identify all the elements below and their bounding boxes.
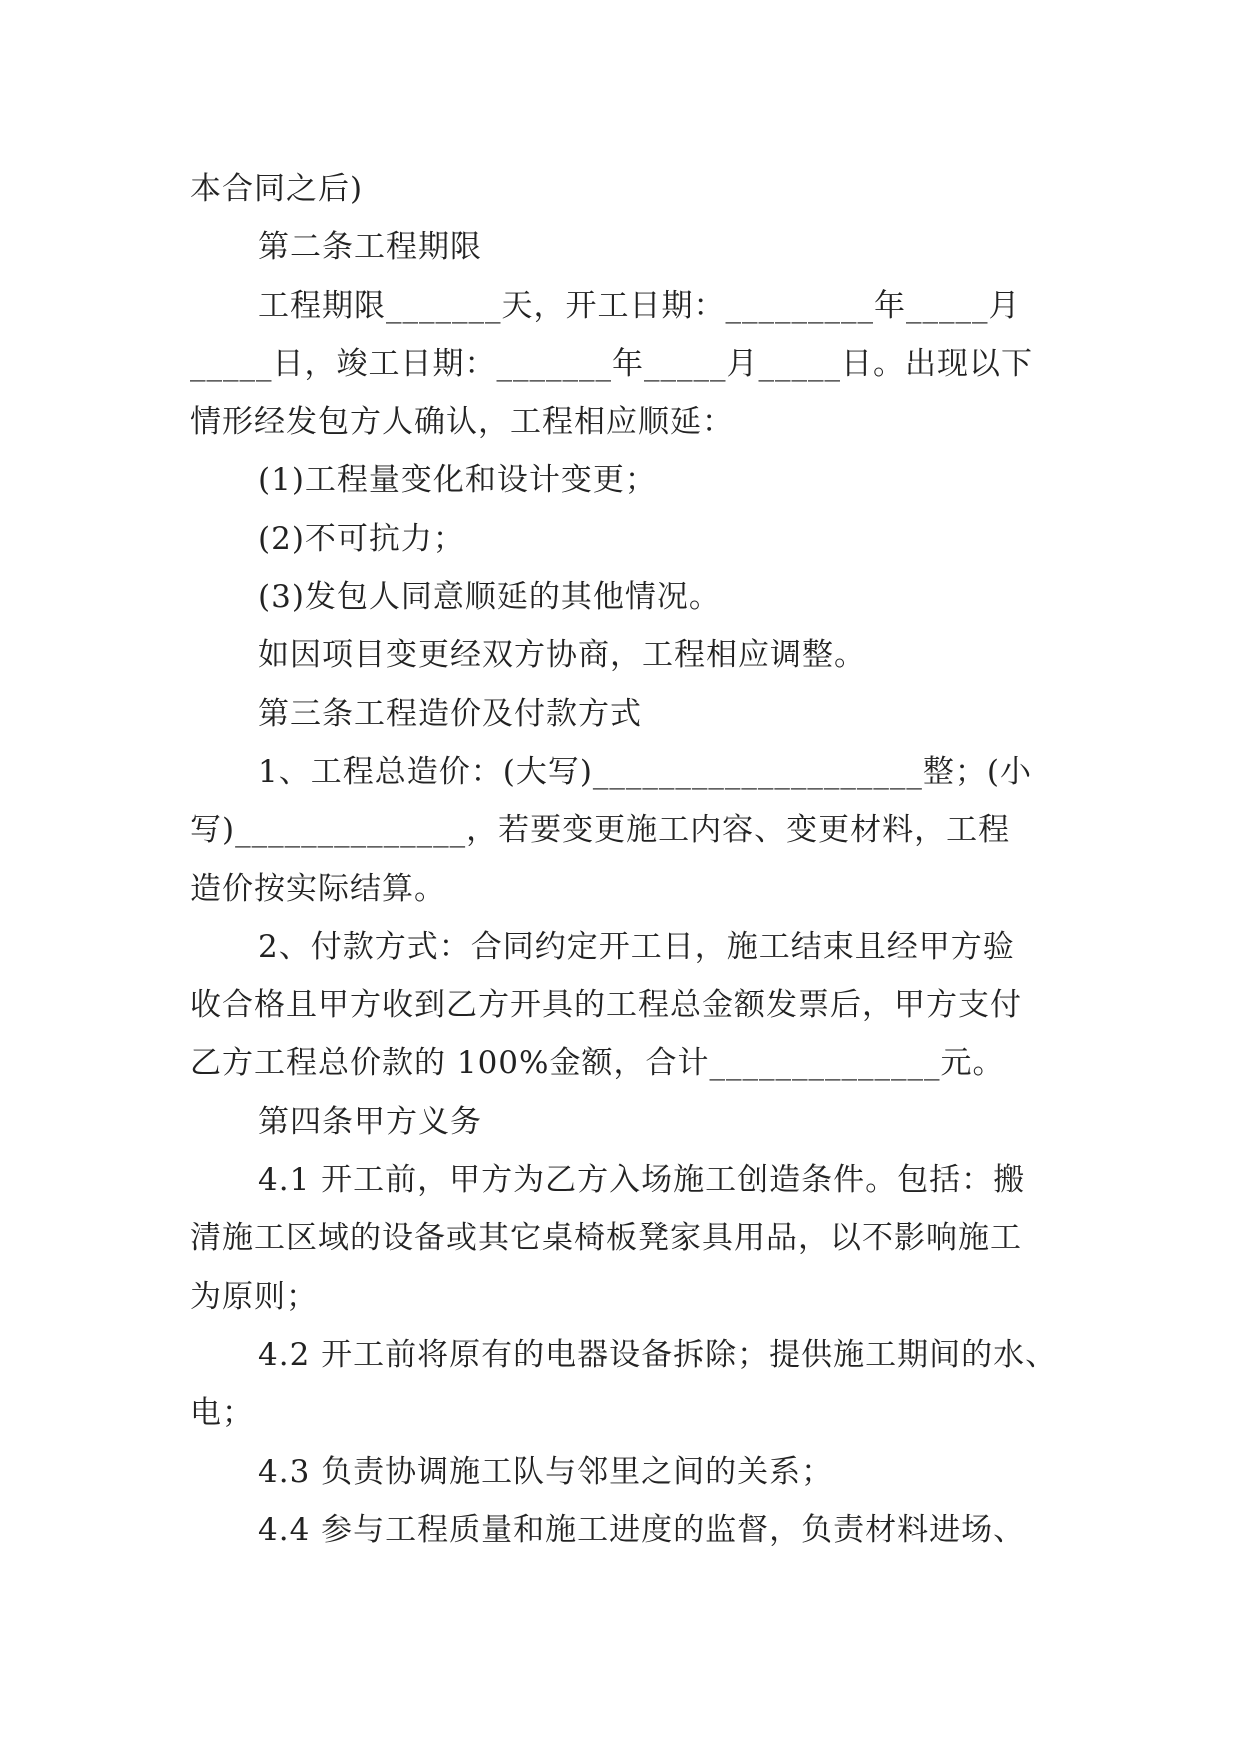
list-item: (3)发包人同意顺延的其他情况。 — [258, 579, 721, 616]
text-line: 造价按实际结算。 — [190, 870, 446, 907]
text-line: 1、工程总造价：(大写)____________________整；(小 — [258, 753, 1033, 790]
list-item: (1)工程量变化和设计变更； — [258, 462, 657, 499]
text-line: 情形经发包方人确认，工程相应顺延： — [190, 404, 734, 441]
text-line: 4.3 负责协调施工队与邻里之间的关系； — [258, 1453, 834, 1490]
text-line: 收合格且甲方收到乙方开具的工程总金额发票后，甲方支付 — [190, 987, 1022, 1024]
text-line: 为原则； — [190, 1278, 318, 1315]
text-line: 4.2 开工前将原有的电器设备拆除；提供施工期间的水、 — [258, 1336, 1058, 1373]
text-line: _____日，竣工日期：_______年_____月_____日。出现以下 — [190, 345, 1033, 382]
text-line: 4.1 开工前，甲方为乙方入场施工创造条件。包括：搬 — [258, 1162, 1026, 1199]
section-heading: 第四条甲方义务 — [258, 1103, 482, 1140]
text-line: 乙方工程总价款的 100%金额，合计______________元。 — [190, 1045, 1005, 1082]
text-line: 4.4 参与工程质量和施工进度的监督，负责材料进场、 — [258, 1511, 1026, 1548]
section-heading: 第二条工程期限 — [258, 229, 482, 266]
text-line: 本合同之后) — [190, 171, 364, 207]
text-line: 2、付款方式：合同约定开工日，施工结束且经甲方验 — [258, 928, 1015, 965]
document-body — [190, 160, 1058, 1559]
text-line: 电； — [190, 1395, 254, 1432]
text-line: 写)______________，若要变更施工内容、变更材料，工程 — [190, 812, 1011, 849]
text-line: 如因项目变更经双方协商，工程相应调整。 — [258, 637, 866, 674]
text-line: 清施工区域的设备或其它桌椅板凳家具用品，以不影响施工 — [190, 1220, 1022, 1257]
list-item: (2)不可抗力； — [258, 520, 465, 557]
text-line: 工程期限_______天，开工日期：_________年_____月 — [258, 287, 1021, 324]
section-heading: 第三条工程造价及付款方式 — [258, 695, 642, 732]
